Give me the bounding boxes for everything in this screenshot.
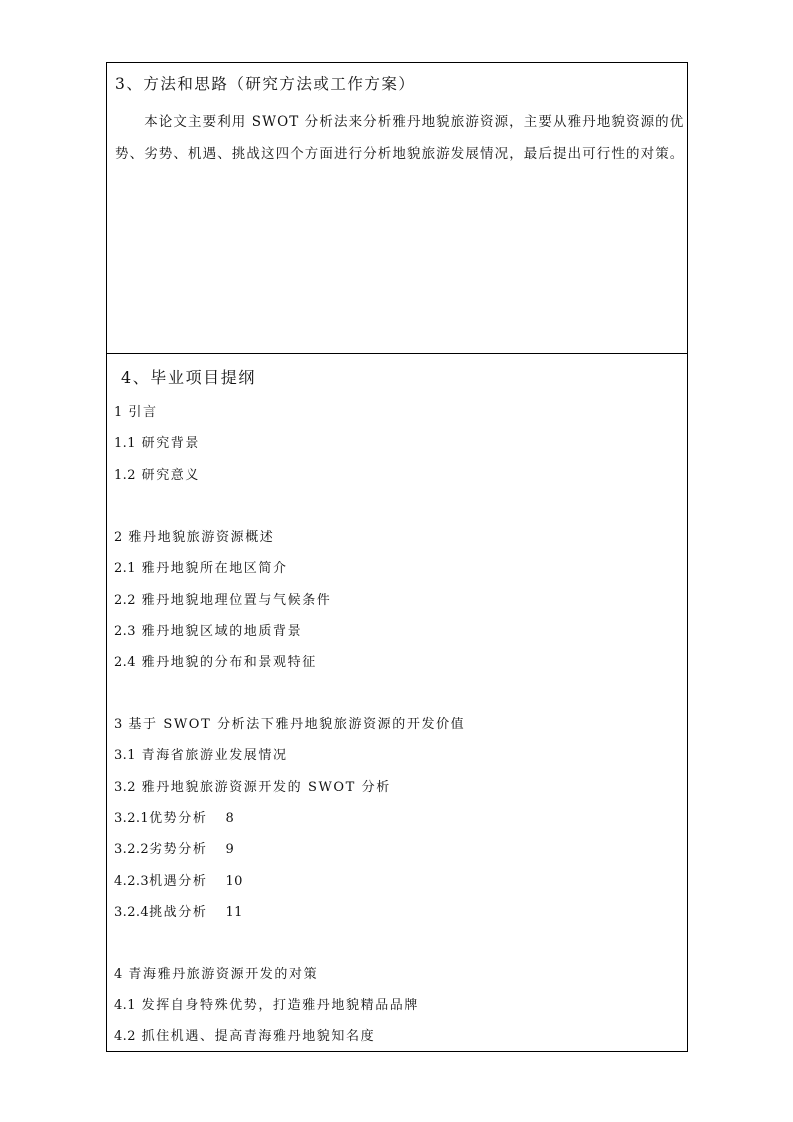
outline-item-2-1: 2.1 雅丹地貌所在地区简介 (114, 561, 288, 576)
outline-item-4: 4 青海雅丹旅游资源开发的对策 (114, 967, 319, 982)
page-number: 9 (225, 842, 235, 857)
section-3-heading: 3、方法和思路（研究方法或工作方案） (115, 75, 416, 93)
outline-item-4-2: 4.2 抓住机遇、提高青海雅丹地貌知名度 (114, 1029, 376, 1044)
section-3-paragraph-line-1: 本论文主要利用 SWOT 分析法来分析雅丹地貌旅游资源，主要从雅丹地貌资源的优 (115, 114, 685, 130)
section-3-paragraph-line-2: 势、劣势、机遇、挑战这四个方面进行分析地貌旅游发展情况，最后提出可行性的对策。 (115, 146, 685, 162)
outline-item-1-2: 1.2 研究意义 (114, 468, 201, 483)
page-number: 10 (225, 874, 243, 889)
section-4-heading: 4、毕业项目提纲 (121, 368, 256, 387)
outline-item-3: 3 基于 SWOT 分析法下雅丹地貌旅游资源的开发价值 (114, 717, 466, 732)
outline-item-3-2-2: 3.2.2劣势分析 9 (114, 842, 235, 857)
outline-item-4-1: 4.1 发挥自身特殊优势，打造雅丹地貌精品品牌 (114, 998, 420, 1013)
outline-item-2-2: 2.2 雅丹地貌地理位置与气候条件 (114, 593, 332, 608)
outline-item-2-3: 2.3 雅丹地貌区域的地质背景 (114, 624, 303, 639)
proposal-table (106, 62, 688, 1052)
outline-item-2: 2 雅丹地貌旅游资源概述 (114, 530, 275, 545)
outline-item-2-4: 2.4 雅丹地貌的分布和景观特征 (114, 655, 317, 670)
outline-item-3-2: 3.2 雅丹地貌旅游资源开发的 SWOT 分析 (114, 780, 391, 795)
outline-item-3-2-4: 3.2.4挑战分析 11 (114, 905, 243, 920)
page-number: 11 (225, 905, 243, 920)
outline-item-1-1: 1.1 研究背景 (114, 436, 201, 451)
outline-item-3-1: 3.1 青海省旅游业发展情况 (114, 748, 288, 763)
table-row-divider (107, 353, 687, 354)
outline-item-3-2-1: 3.2.1优势分析 8 (114, 811, 235, 826)
outline-item-1: 1 引言 (114, 405, 158, 420)
outline-item-4-2-3: 4.2.3机遇分析 10 (114, 874, 243, 889)
page-number: 8 (225, 811, 235, 826)
